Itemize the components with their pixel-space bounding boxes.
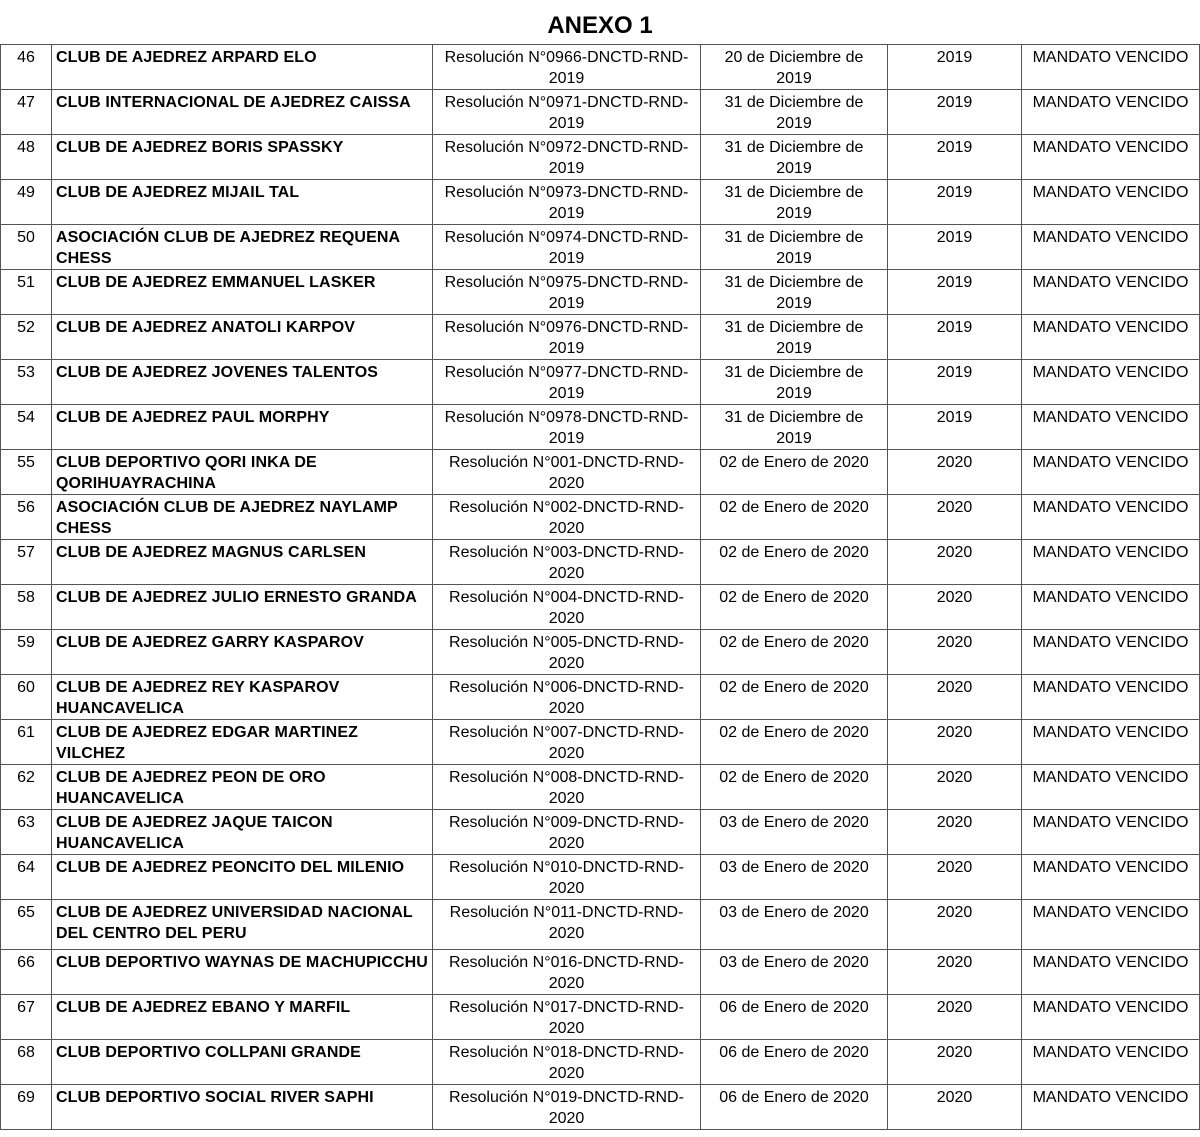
club-name: CLUB DEPORTIVO WAYNAS DE MACHUPICCHU <box>52 950 433 995</box>
row-number: 55 <box>1 450 52 495</box>
resolution-year: 2020 <box>888 855 1022 900</box>
row-number: 48 <box>1 135 52 180</box>
resolution-year: 2019 <box>888 360 1022 405</box>
resolution-number: Resolución N°0966-DNCTD-RND-2019 <box>433 45 701 90</box>
resolution-number: Resolución N°0977-DNCTD-RND-2019 <box>433 360 701 405</box>
club-name: CLUB DE AJEDREZ MIJAIL TAL <box>52 180 433 225</box>
table-row <box>1 270 1200 315</box>
resolution-number: Resolución N°019-DNCTD-RND-2020 <box>433 1085 701 1130</box>
resolution-date: 02 de Enero de 2020 <box>701 765 888 810</box>
resolution-date: 31 de Diciembre de 2019 <box>701 135 888 180</box>
resolution-number: Resolución N°008-DNCTD-RND-2020 <box>433 765 701 810</box>
status-cell: MANDATO VENCIDO <box>1022 900 1200 950</box>
table-row <box>1 1040 1200 1085</box>
resolution-date: 03 de Enero de 2020 <box>701 810 888 855</box>
resolution-year: 2020 <box>888 495 1022 540</box>
resolution-year: 2019 <box>888 135 1022 180</box>
status-cell: MANDATO VENCIDO <box>1022 45 1200 90</box>
resolution-date: 31 de Diciembre de 2019 <box>701 270 888 315</box>
resolution-number: Resolución N°004-DNCTD-RND-2020 <box>433 585 701 630</box>
resolution-number: Resolución N°018-DNCTD-RND-2020 <box>433 1040 701 1085</box>
row-number: 69 <box>1 1085 52 1130</box>
status-cell: MANDATO VENCIDO <box>1022 135 1200 180</box>
table-row <box>1 810 1200 855</box>
status-cell: MANDATO VENCIDO <box>1022 855 1200 900</box>
table-body <box>1 45 1200 1130</box>
resolution-year: 2020 <box>888 630 1022 675</box>
table-row <box>1 630 1200 675</box>
resolution-number: Resolución N°005-DNCTD-RND-2020 <box>433 630 701 675</box>
resolution-date: 02 de Enero de 2020 <box>701 720 888 765</box>
resolution-date: 03 de Enero de 2020 <box>701 900 888 950</box>
club-name: CLUB DE AJEDREZ BORIS SPASSKY <box>52 135 433 180</box>
resolution-date: 02 de Enero de 2020 <box>701 495 888 540</box>
resolution-year: 2019 <box>888 270 1022 315</box>
resolution-year: 2020 <box>888 900 1022 950</box>
table-row <box>1 720 1200 765</box>
row-number: 54 <box>1 405 52 450</box>
row-number: 62 <box>1 765 52 810</box>
club-name: CLUB DE AJEDREZ PAUL MORPHY <box>52 405 433 450</box>
status-cell: MANDATO VENCIDO <box>1022 90 1200 135</box>
resolution-number: Resolución N°009-DNCTD-RND-2020 <box>433 810 701 855</box>
table-row <box>1 360 1200 405</box>
row-number: 66 <box>1 950 52 995</box>
table-row <box>1 1085 1200 1130</box>
table-row <box>1 995 1200 1040</box>
resolution-year: 2020 <box>888 995 1022 1040</box>
resolution-date: 06 de Enero de 2020 <box>701 1085 888 1130</box>
resolution-year: 2019 <box>888 405 1022 450</box>
club-name: CLUB DE AJEDREZ MAGNUS CARLSEN <box>52 540 433 585</box>
table-row <box>1 180 1200 225</box>
status-cell: MANDATO VENCIDO <box>1022 540 1200 585</box>
club-name: CLUB DE AJEDREZ EDGAR MARTINEZ VILCHEZ <box>52 720 433 765</box>
resolution-number: Resolución N°0975-DNCTD-RND-2019 <box>433 270 701 315</box>
status-cell: MANDATO VENCIDO <box>1022 315 1200 360</box>
table-row <box>1 950 1200 995</box>
resolution-number: Resolución N°001-DNCTD-RND-2020 <box>433 450 701 495</box>
resolution-number: Resolución N°007-DNCTD-RND-2020 <box>433 720 701 765</box>
resolution-date: 03 de Enero de 2020 <box>701 950 888 995</box>
resolution-year: 2019 <box>888 90 1022 135</box>
resolution-number: Resolución N°0978-DNCTD-RND-2019 <box>433 405 701 450</box>
resolution-date: 02 de Enero de 2020 <box>701 675 888 720</box>
page-title: ANEXO 1 <box>547 12 653 39</box>
status-cell: MANDATO VENCIDO <box>1022 495 1200 540</box>
row-number: 65 <box>1 900 52 950</box>
club-name: ASOCIACIÓN CLUB DE AJEDREZ REQUENA CHESS <box>52 225 433 270</box>
resolution-number: Resolución N°011-DNCTD-RND-2020 <box>433 900 701 950</box>
status-cell: MANDATO VENCIDO <box>1022 360 1200 405</box>
row-number: 50 <box>1 225 52 270</box>
row-number: 53 <box>1 360 52 405</box>
club-name: CLUB DE AJEDREZ UNIVERSIDAD NACIONAL DEL CENTRO DEL PERU <box>52 900 433 950</box>
status-cell: MANDATO VENCIDO <box>1022 630 1200 675</box>
resolution-date: 31 de Diciembre de 2019 <box>701 405 888 450</box>
club-name: CLUB DE AJEDREZ GARRY KASPAROV <box>52 630 433 675</box>
resolution-number: Resolución N°0976-DNCTD-RND-2019 <box>433 315 701 360</box>
resolution-year: 2020 <box>888 950 1022 995</box>
status-cell: MANDATO VENCIDO <box>1022 675 1200 720</box>
club-name: CLUB DE AJEDREZ PEONCITO DEL MILENIO <box>52 855 433 900</box>
resolution-date: 02 de Enero de 2020 <box>701 540 888 585</box>
status-cell: MANDATO VENCIDO <box>1022 405 1200 450</box>
row-number: 58 <box>1 585 52 630</box>
resolution-year: 2020 <box>888 810 1022 855</box>
row-number: 68 <box>1 1040 52 1085</box>
table-row <box>1 855 1200 900</box>
club-name: CLUB DE AJEDREZ JULIO ERNESTO GRANDA <box>52 585 433 630</box>
row-number: 63 <box>1 810 52 855</box>
table-row <box>1 90 1200 135</box>
status-cell: MANDATO VENCIDO <box>1022 810 1200 855</box>
resolution-number: Resolución N°0971-DNCTD-RND-2019 <box>433 90 701 135</box>
resolution-date: 02 de Enero de 2020 <box>701 585 888 630</box>
resolution-date: 31 de Diciembre de 2019 <box>701 90 888 135</box>
row-number: 67 <box>1 995 52 1040</box>
resolution-year: 2019 <box>888 225 1022 270</box>
resolution-date: 02 de Enero de 2020 <box>701 450 888 495</box>
club-name: CLUB DE AJEDREZ ARPARD ELO <box>52 45 433 90</box>
row-number: 60 <box>1 675 52 720</box>
row-number: 59 <box>1 630 52 675</box>
club-name: CLUB INTERNACIONAL DE AJEDREZ CAISSA <box>52 90 433 135</box>
row-number: 46 <box>1 45 52 90</box>
resolution-date: 31 de Diciembre de 2019 <box>701 225 888 270</box>
status-cell: MANDATO VENCIDO <box>1022 1085 1200 1130</box>
resolution-year: 2019 <box>888 45 1022 90</box>
resolution-year: 2019 <box>888 315 1022 360</box>
table-row <box>1 450 1200 495</box>
resolution-number: Resolución N°0972-DNCTD-RND-2019 <box>433 135 701 180</box>
resolution-number: Resolución N°003-DNCTD-RND-2020 <box>433 540 701 585</box>
resolution-year: 2020 <box>888 675 1022 720</box>
resolution-date: 03 de Enero de 2020 <box>701 855 888 900</box>
club-name: CLUB DE AJEDREZ REY KASPAROV HUANCAVELICA <box>52 675 433 720</box>
row-number: 47 <box>1 90 52 135</box>
club-name: CLUB DE AJEDREZ JAQUE TAICON HUANCAVELICA <box>52 810 433 855</box>
status-cell: MANDATO VENCIDO <box>1022 950 1200 995</box>
resolution-date: 31 de Diciembre de 2019 <box>701 360 888 405</box>
table-row <box>1 225 1200 270</box>
resolution-year: 2020 <box>888 720 1022 765</box>
status-cell: MANDATO VENCIDO <box>1022 450 1200 495</box>
row-number: 56 <box>1 495 52 540</box>
row-number: 51 <box>1 270 52 315</box>
row-number: 61 <box>1 720 52 765</box>
club-name: CLUB DE AJEDREZ JOVENES TALENTOS <box>52 360 433 405</box>
resolution-year: 2019 <box>888 180 1022 225</box>
table-row <box>1 405 1200 450</box>
table-row <box>1 765 1200 810</box>
row-number: 49 <box>1 180 52 225</box>
table-row <box>1 585 1200 630</box>
resolution-year: 2020 <box>888 765 1022 810</box>
resolution-year: 2020 <box>888 540 1022 585</box>
resolution-date: 02 de Enero de 2020 <box>701 630 888 675</box>
status-cell: MANDATO VENCIDO <box>1022 765 1200 810</box>
table-row <box>1 495 1200 540</box>
table-row <box>1 675 1200 720</box>
club-name: CLUB DE AJEDREZ ANATOLI KARPOV <box>52 315 433 360</box>
row-number: 52 <box>1 315 52 360</box>
club-name: CLUB DEPORTIVO COLLPANI GRANDE <box>52 1040 433 1085</box>
table-row <box>1 315 1200 360</box>
club-name: CLUB DE AJEDREZ EMMANUEL LASKER <box>52 270 433 315</box>
resolution-year: 2020 <box>888 585 1022 630</box>
status-cell: MANDATO VENCIDO <box>1022 1040 1200 1085</box>
resolution-number: Resolución N°016-DNCTD-RND-2020 <box>433 950 701 995</box>
resolution-date: 06 de Enero de 2020 <box>701 1040 888 1085</box>
resolution-date: 20 de Diciembre de 2019 <box>701 45 888 90</box>
resolution-number: Resolución N°010-DNCTD-RND-2020 <box>433 855 701 900</box>
status-cell: MANDATO VENCIDO <box>1022 585 1200 630</box>
club-name: CLUB DEPORTIVO QORI INKA DE QORIHUAYRACHINA <box>52 450 433 495</box>
resolution-number: Resolución N°002-DNCTD-RND-2020 <box>433 495 701 540</box>
resolution-number: Resolución N°0974-DNCTD-RND-2019 <box>433 225 701 270</box>
resolution-date: 06 de Enero de 2020 <box>701 995 888 1040</box>
resolution-number: Resolución N°0973-DNCTD-RND-2019 <box>433 180 701 225</box>
row-number: 57 <box>1 540 52 585</box>
club-name: CLUB DEPORTIVO SOCIAL RIVER SAPHI <box>52 1085 433 1130</box>
resolution-number: Resolución N°017-DNCTD-RND-2020 <box>433 995 701 1040</box>
status-cell: MANDATO VENCIDO <box>1022 995 1200 1040</box>
resolution-number: Resolución N°006-DNCTD-RND-2020 <box>433 675 701 720</box>
row-number: 64 <box>1 855 52 900</box>
resolution-year: 2020 <box>888 1085 1022 1130</box>
table-row <box>1 900 1200 950</box>
table-row <box>1 540 1200 585</box>
resolution-date: 31 de Diciembre de 2019 <box>701 315 888 360</box>
status-cell: MANDATO VENCIDO <box>1022 180 1200 225</box>
club-name: CLUB DE AJEDREZ PEON DE ORO HUANCAVELICA <box>52 765 433 810</box>
status-cell: MANDATO VENCIDO <box>1022 270 1200 315</box>
status-cell: MANDATO VENCIDO <box>1022 225 1200 270</box>
table-row <box>1 45 1200 90</box>
annex-table <box>0 44 1200 1130</box>
resolution-year: 2020 <box>888 1040 1022 1085</box>
status-cell: MANDATO VENCIDO <box>1022 720 1200 765</box>
resolution-year: 2020 <box>888 450 1022 495</box>
club-name: ASOCIACIÓN CLUB DE AJEDREZ NAYLAMP CHESS <box>52 495 433 540</box>
table-row <box>1 135 1200 180</box>
resolution-date: 31 de Diciembre de 2019 <box>701 180 888 225</box>
club-name: CLUB DE AJEDREZ EBANO Y MARFIL <box>52 995 433 1040</box>
